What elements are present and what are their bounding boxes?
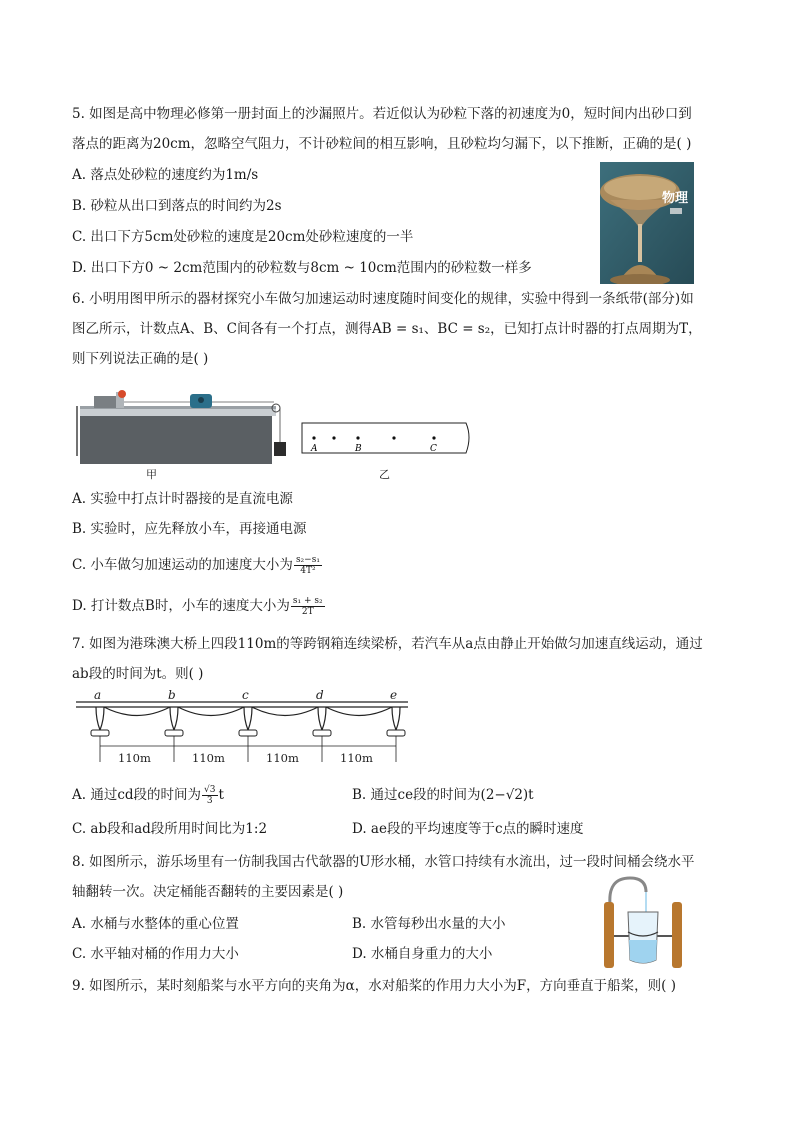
q6-option-c (72, 555, 323, 576)
tape-point-c: C (430, 444, 437, 454)
q7-option-a-denominator: 3 (206, 796, 213, 806)
q7-option-a-suffix: t (218, 787, 224, 803)
q5-option-c: C. 出口下方5cm处砂粒的速度是20cm处砂粒速度的一半 (72, 229, 414, 245)
bridge-point-e: e (390, 690, 398, 702)
bridge-span-de: 110m (340, 751, 373, 765)
q5-option-d: D. 出口下方0 ~ 2cm范围内的砂粒数与8cm ~ 10cm范围内的砂粒数一样多 (72, 260, 532, 276)
q8-option-b: B. 水管每秒出水量的大小 (352, 916, 506, 932)
q5-stem-line1: 5. 如图是高中物理必修第一册封面上的沙漏照片。若近似认为砂粒下落的初速度为0，短时间内出砂口到 (72, 106, 692, 122)
q8-option-c: C. 水平轴对桶的作用力大小 (72, 946, 239, 962)
book-title-text: 物理 (662, 191, 689, 206)
q5-option-b: B. 砂粒从出口到落点的时间约为2s (72, 198, 282, 214)
q6-option-d-denominator: 2T (301, 607, 314, 617)
q7-option-a-numerator: √3 (204, 785, 216, 795)
q6-option-c-fraction (294, 555, 322, 576)
q6-option-d-fraction (291, 596, 325, 617)
bridge-point-c: c (242, 690, 249, 702)
q9-stem-line1: 9. 如图所示，某时刻船桨与水平方向的夹角为α，水对船桨的作用力大小为F，方向垂直于船桨，则( ) (72, 978, 676, 994)
figure-label-yi: 乙 (379, 468, 390, 481)
q6-option-c-denominator: 4T² (300, 566, 316, 576)
q7-option-a-fraction (202, 785, 217, 806)
q6-option-d-numerator: s₁ + s₂ (292, 596, 323, 606)
bridge-span-bc: 110m (192, 751, 225, 765)
q8-stem-line1: 8. 如图所示，游乐场里有一仿制我国古代欹器的U形水桶，水管口持续有水流出，过一段时间桶会绕水平 (72, 854, 695, 870)
hourglass-book-cover-figure (600, 162, 694, 284)
tape-point-a: A (311, 444, 318, 454)
q6-stem-line2: 图乙所示，计数点A、B、C间各有一个打点，测得AB = s₁、BC = s₂，已知打点计时器的打点周期为T， (72, 321, 702, 337)
bridge-figure (74, 690, 414, 768)
q7-stem-line2: ab段的时间为t。则( ) (72, 666, 204, 682)
q8-option-a: A. 水桶与水整体的重心位置 (72, 916, 239, 932)
q7-stem-line1: 7. 如图为港珠澳大桥上四段110m的等跨钢箱连续梁桥，若汽车从a点由静止开始做匀加速直线运动，通过 (72, 636, 703, 652)
q6-option-b: B. 实验时，应先释放小车，再接通电源 (72, 521, 307, 537)
q5-stem-line2: 落点的距离为20cm，忽略空气阻力，不计砂粒间的相互影响，且砂粒均匀漏下，以下推断，正确的是( ) (72, 136, 692, 152)
q8-option-d: D. 水桶自身重力的大小 (352, 946, 493, 962)
bridge-point-d: d (316, 690, 324, 702)
q6-option-d-text: D. 打计数点B时，小车的速度大小为 (72, 598, 290, 614)
q6-option-a: A. 实验中打点计时器接的是直流电源 (72, 491, 293, 507)
bucket-figure (600, 874, 690, 970)
q6-stem-line3: 则下列说法正确的是( ) (72, 351, 209, 367)
q8-stem-line2: 轴翻转一次。决定桶能否翻转的主要因素是( ) (72, 884, 344, 900)
bridge-span-ab: 110m (118, 751, 151, 765)
q7-option-b: B. 通过ce段的时间为(2−√2)t (352, 787, 534, 803)
tape-point-b: B (355, 444, 362, 454)
q7-option-a-text: A. 通过cd段的时间为 (72, 787, 202, 803)
apparatus-figure (74, 386, 286, 464)
q6-stem-line1: 6. 小明用图甲所示的器材探究小车做匀加速运动时速度随时间变化的规律，实验中得到一条纸带(部分)如 (72, 291, 694, 307)
q5-option-a: A. 落点处砂粒的速度约为1m/s (72, 167, 259, 183)
bridge-point-b: b (168, 690, 176, 702)
q7-option-c: C. ab段和ad段所用时间比为1:2 (72, 821, 268, 837)
paper-tape-figure (300, 421, 472, 457)
q7-option-a (72, 785, 224, 806)
q6-option-d (72, 596, 326, 617)
q6-option-c-text: C. 小车做匀加速运动的加速度大小为 (72, 557, 293, 573)
q6-option-c-numerator: s₂−s₁ (295, 555, 320, 565)
bridge-point-a: a (94, 690, 102, 702)
q7-option-d: D. ae段的平均速度等于c点的瞬时速度 (352, 821, 584, 837)
figure-label-jia: 甲 (146, 468, 157, 481)
bridge-span-cd: 110m (266, 751, 299, 765)
